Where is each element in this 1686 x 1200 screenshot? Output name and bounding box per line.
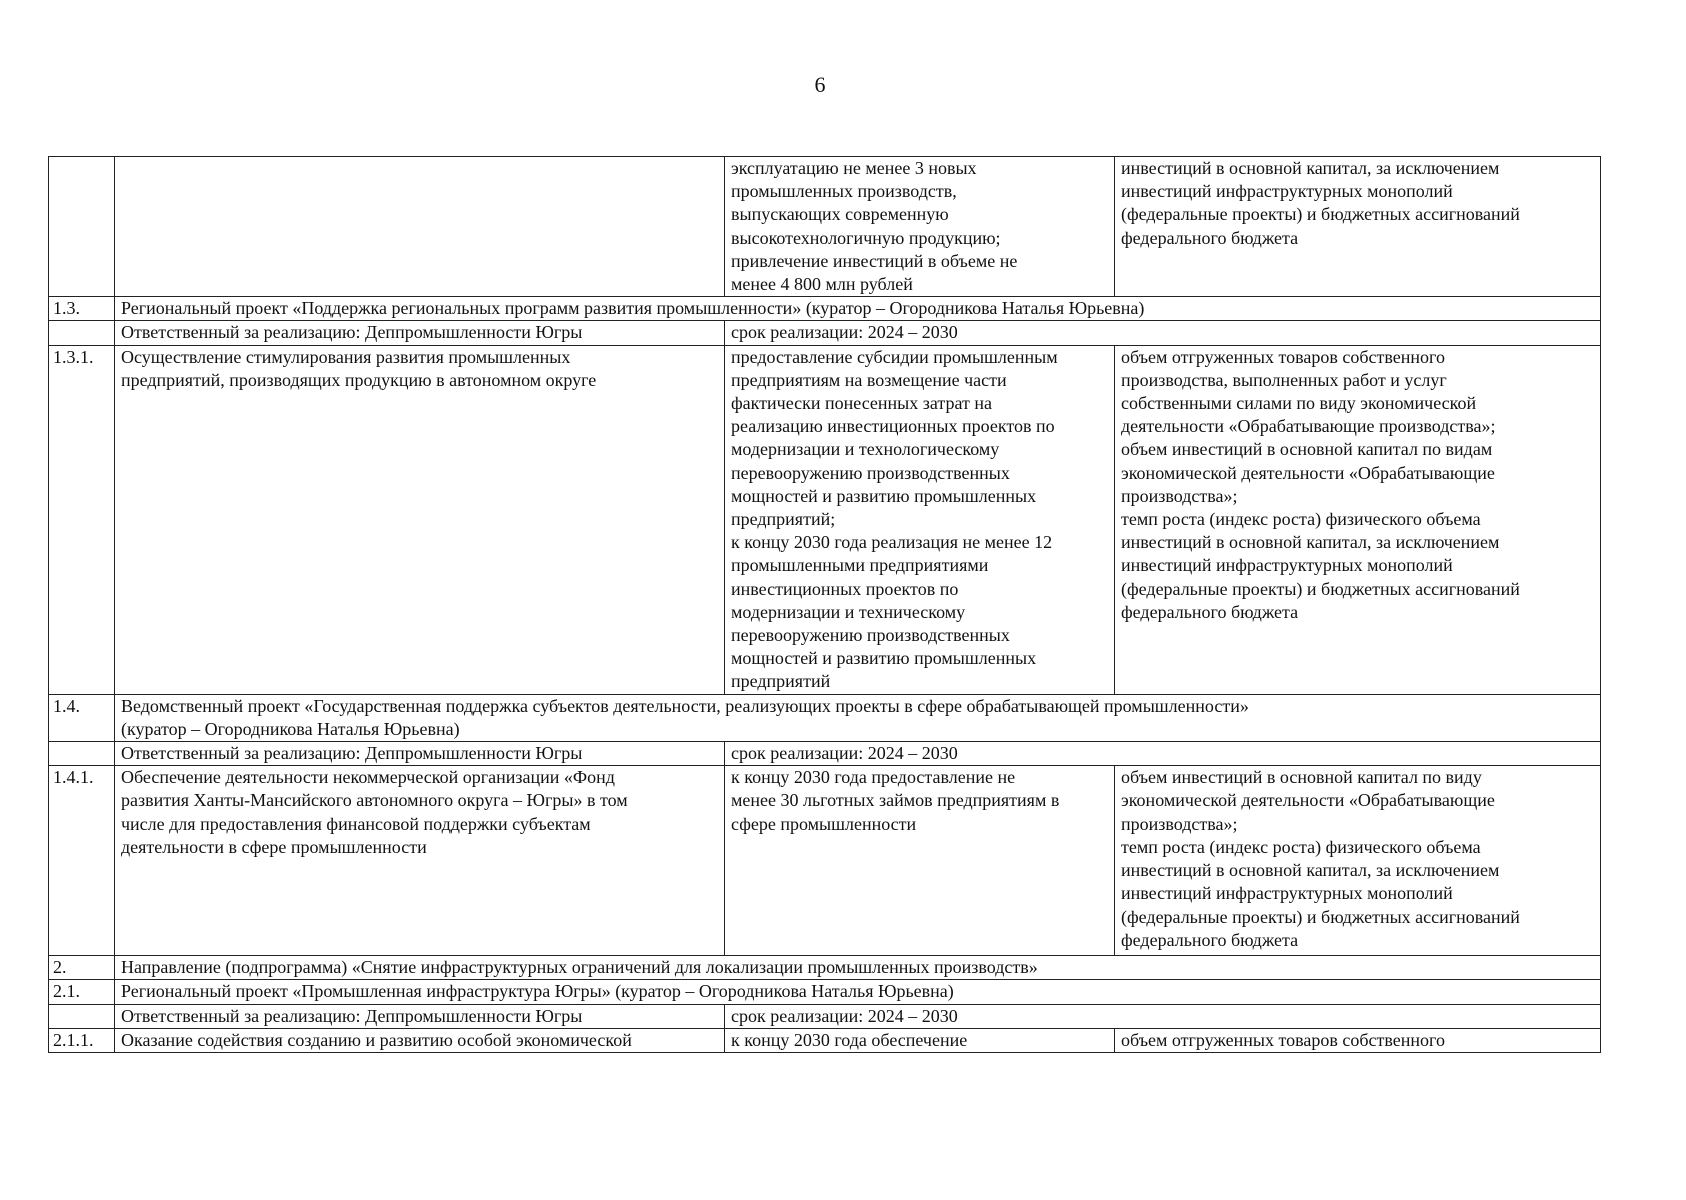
result-cell: к концу 2030 года предоставление не менее 30 льготных займов предприятиям в сфере промышленности [725, 766, 1115, 956]
row-number-cell [49, 321, 115, 345]
table-row [49, 1028, 1601, 1052]
responsible-cell: Ответственный за реализацию: Деппромышленности Югры [115, 1004, 725, 1028]
task-cell: Обеспечение деятельности некоммерческой организации «Фонд развития Ханты-Мансийского автономного округа – Югры» в том числе для предоставления финансовой поддержки субъектам деятельности в сфере промышленности [115, 766, 725, 956]
table-row [49, 694, 1601, 741]
row-number-cell: 2.1.1. [49, 1028, 115, 1052]
indicators-cell: объем инвестиций в основной капитал по виду экономической деятельности «Обрабатывающие производства»; темп роста (индекс роста) физического объема инвестиций в основной капитал, за исключением инвестиций инфраструктурных монополий (федеральные проекты) и бюджетных ассигнований федерального бюджета [1115, 766, 1601, 956]
table-row [49, 157, 1601, 297]
table-row [49, 297, 1601, 321]
term-cell: срок реализации: 2024 – 2030 [725, 1004, 1601, 1028]
project-title-cell: Региональный проект «Поддержка региональных программ развития промышленности» (куратор – Огородникова Наталья Юрьевна) [115, 297, 1601, 321]
row-number-cell: 1.4. [49, 694, 115, 741]
row-number-cell: 2. [49, 956, 115, 980]
responsible-cell: Ответственный за реализацию: Деппромышленности Югры [115, 321, 725, 345]
table-row [49, 321, 1601, 345]
row-number-cell [49, 742, 115, 766]
project-title-cell: Региональный проект «Промышленная инфраструктура Югры» (куратор – Огородникова Наталья Юрьевна) [115, 980, 1601, 1004]
term-cell: срок реализации: 2024 – 2030 [725, 742, 1601, 766]
responsible-cell: Ответственный за реализацию: Деппромышленности Югры [115, 742, 725, 766]
indicators-cell: объем отгруженных товаров собственного [1115, 1028, 1601, 1052]
table-row [49, 766, 1601, 956]
table-row [49, 742, 1601, 766]
measures-table [48, 156, 1601, 1053]
table-row [49, 980, 1601, 1004]
table-row [49, 956, 1601, 980]
project-title-cell: Ведомственный проект «Государственная поддержка субъектов деятельности, реализующих проекты в сфере обрабатывающей промышленности» (куратор – Огородникова Наталья Юрьевна) [115, 694, 1601, 741]
row-number-cell: 1.3. [49, 297, 115, 321]
task-cell: Осуществление стимулирования развития промышленных предприятий, производящих продукцию в автономном округе [115, 345, 725, 694]
table-row [49, 345, 1601, 694]
result-cell: эксплуатацию не менее 3 новых промышленных производств, выпускающих современную высокотехнологичную продукцию; привлечение инвестиций в объеме не менее 4 800 млн рублей [725, 157, 1115, 297]
row-number-cell [49, 1004, 115, 1028]
term-cell: срок реализации: 2024 – 2030 [725, 321, 1601, 345]
row-number-cell: 2.1. [49, 980, 115, 1004]
result-cell: к концу 2030 года обеспечение [725, 1028, 1115, 1052]
page-number: 6 [814, 72, 826, 97]
task-cell [115, 157, 725, 297]
row-number-cell: 1.4.1. [49, 766, 115, 956]
row-number-cell [49, 157, 115, 297]
indicators-cell: объем отгруженных товаров собственного производства, выполненных работ и услуг собственными силами по виду экономической деятельности «Обрабатывающие производства»; объем инвестиций в основной капитал по видам экономической деятельности «Обрабатывающие производства»; темп роста (индекс роста) физического объема инвестиций в основной капитал, за исключением инвестиций инфраструктурных монополий (федеральные проекты) и бюджетных ассигнований федерального бюджета [1115, 345, 1601, 694]
indicators-cell: инвестиций в основной капитал, за исключением инвестиций инфраструктурных монополий (федеральные проекты) и бюджетных ассигнований федерального бюджета [1115, 157, 1601, 297]
result-cell: предоставление субсидии промышленным предприятиям на возмещение части фактически понесенных затрат на реализацию инвестиционных проектов по модернизации и технологическому перевооружению производственных мощностей и развитию промышленных предприятий; к концу 2030 года реализация не менее 12 промышленными предприятиями инвестиционных проектов по модернизации и техническому перевооружению производственных мощностей и развитию промышленных предприятий [725, 345, 1115, 694]
task-cell: Оказание содействия созданию и развитию особой экономической [115, 1028, 725, 1052]
row-number-cell: 1.3.1. [49, 345, 115, 694]
table-row [49, 1004, 1601, 1028]
direction-title-cell: Направление (подпрограмма) «Снятие инфраструктурных ограничений для локализации промышленных производств» [115, 956, 1601, 980]
